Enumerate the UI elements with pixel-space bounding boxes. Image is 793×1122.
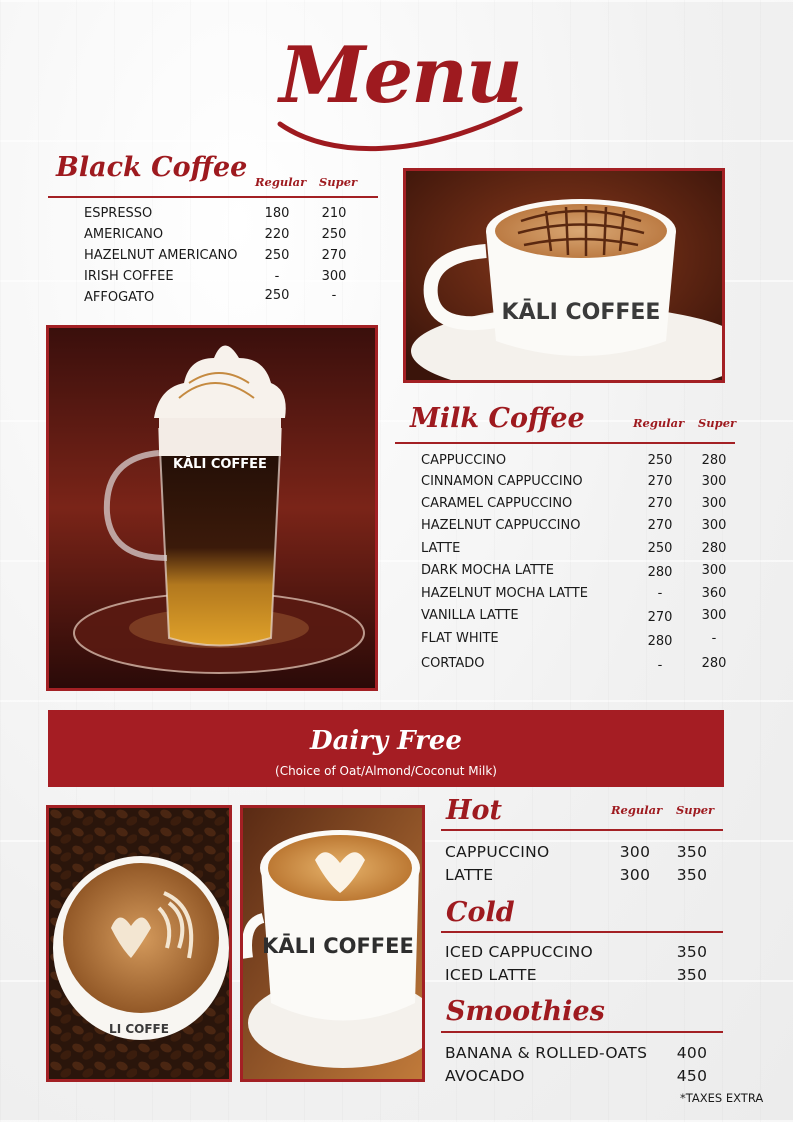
item-name: AFFOGATO [84,290,155,305]
item-name: ICED LATTE [445,966,537,984]
hot-col-regular: Regular [611,803,663,817]
price-regular: 270 [647,610,673,625]
price-regular: - [274,269,280,284]
item-name: LATTE [421,541,461,556]
cold-heading: Cold [446,897,515,928]
item-name: FLAT WHITE [421,631,499,646]
irish-coffee-glass-photo [46,325,378,691]
price-super: 280 [701,541,727,556]
price-super: 360 [701,586,727,601]
price-regular: 280 [647,634,673,649]
price: 450 [676,1067,708,1085]
milk-coffee-rule [395,442,735,444]
latte-beans-photo [46,805,232,1082]
taxes-note: *TAXES EXTRA [680,1091,764,1105]
cappuccino-cup-photo [403,168,725,383]
black-coffee-col-super: Super [319,175,358,189]
hot-rule [441,829,723,831]
item-name: CAPPUCCINO [421,453,507,468]
title-swoosh [270,104,530,154]
item-name: HAZELNUT CAPPUCCINO [421,518,581,533]
price-super: 280 [701,453,727,468]
price-super: 300 [321,269,347,284]
black-coffee-col-regular: Regular [255,175,307,189]
hot-heading: Hot [446,795,502,826]
price-regular: 250 [264,248,290,263]
price-regular: 300 [619,843,651,861]
price: 350 [676,966,708,984]
item-name: AMERICANO [84,227,164,242]
smoothies-rule [441,1031,723,1033]
item-name: CARAMEL CAPPUCCINO [421,496,573,511]
price-regular: 300 [619,866,651,884]
dairy-free-banner [48,710,724,787]
item-name: CINNAMON CAPPUCCINO [421,474,583,489]
item-name: HAZELNUT AMERICANO [84,248,238,263]
dairy-free-heading: Dairy Free [310,726,462,756]
price-super: 300 [701,563,727,578]
price-regular: 250 [647,541,673,556]
price-super: - [331,288,337,303]
price-super: 300 [701,518,727,533]
glass-brand-text: KĀLI COFFEE [173,457,267,472]
price-super: 300 [701,496,727,511]
item-name: BANANA & ROLLED-OATS [445,1044,648,1062]
milk-coffee-col-super: Super [698,416,737,430]
price-super: 350 [676,866,708,884]
beans-cup-brand-text: LI COFFE [109,1022,169,1036]
price-regular: - [657,586,663,601]
item-name: LATTE [445,866,494,884]
cold-rule [441,931,723,933]
item-name: AVOCADO [445,1067,525,1085]
item-name: DARK MOCHA LATTE [421,563,554,578]
price-super: 300 [701,474,727,489]
price-super: 250 [321,227,347,242]
hot-col-super: Super [676,803,715,817]
black-coffee-heading: Black Coffee [56,152,248,183]
price-regular: 270 [647,474,673,489]
milk-coffee-col-regular: Regular [633,416,685,430]
price: 350 [676,943,708,961]
price-regular: - [657,658,663,673]
price-super: 300 [701,608,727,623]
price-super: 280 [701,656,727,671]
price-regular: 270 [647,518,673,533]
price-regular: 280 [647,565,673,580]
item-name: VANILLA LATTE [421,608,519,623]
black-coffee-rule [48,196,378,198]
milk-coffee-heading: Milk Coffee [410,403,585,434]
price-regular: 220 [264,227,290,242]
price-regular: 270 [647,496,673,511]
cup-brand-text: KĀLI COFFEE [501,300,661,325]
price-super: 270 [321,248,347,263]
dairy-free-subheading: (Choice of Oat/Almond/Coconut Milk) [275,764,497,778]
menu-title [250,26,550,146]
item-name: CAPPUCCINO [445,843,550,861]
item-name: HAZELNUT MOCHA LATTE [421,586,588,601]
price-regular: 250 [647,453,673,468]
price-super: - [711,631,717,646]
latte-cup-brand-text: KĀLI COFFEE [262,934,414,958]
smoothies-heading: Smoothies [446,996,605,1027]
item-name: IRISH COFFEE [84,269,174,284]
item-name: ESPRESSO [84,206,153,221]
price-regular: 180 [264,206,290,221]
price-regular: 250 [264,288,290,303]
menu-title-text: Menu [279,30,521,121]
item-name: ICED CAPPUCCINO [445,943,594,961]
price: 400 [676,1044,708,1062]
latte-cup-photo [240,805,425,1082]
price-super: 350 [676,843,708,861]
price-super: 210 [321,206,347,221]
item-name: CORTADO [421,656,485,671]
